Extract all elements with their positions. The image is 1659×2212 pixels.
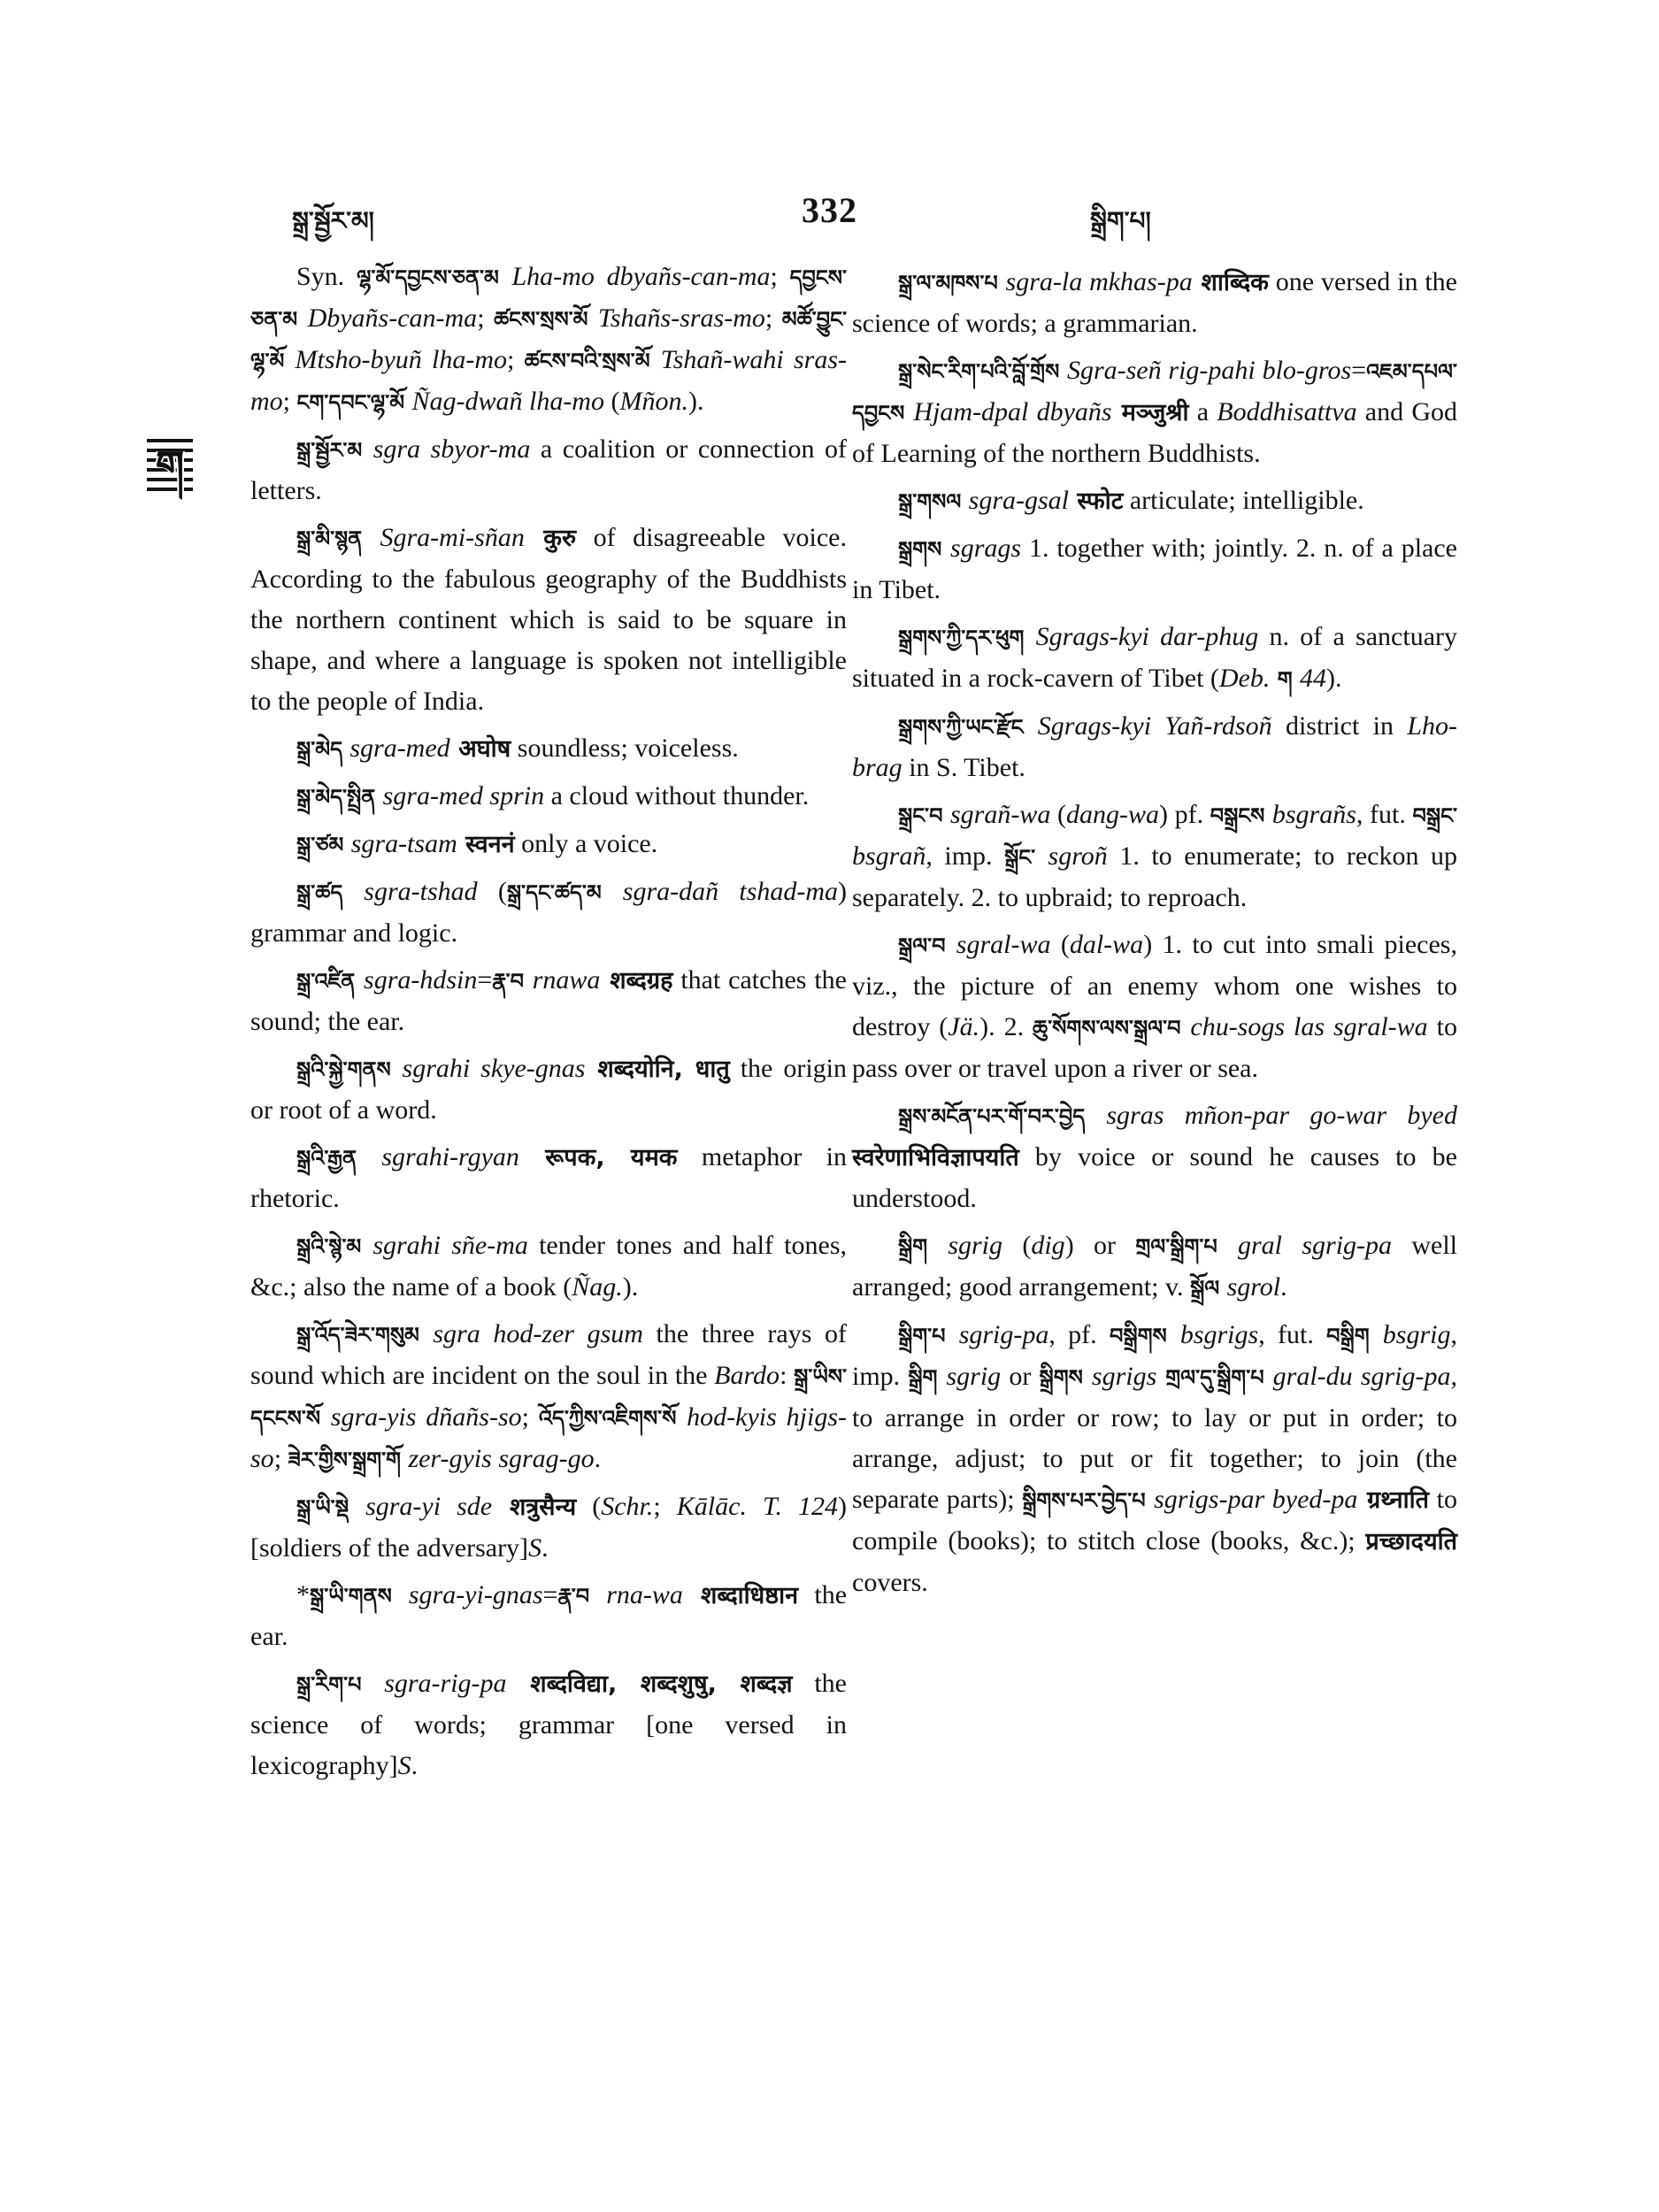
tibetan-text: སྒྲ་མི་སྙན bbox=[296, 526, 380, 551]
english-text: the origin or root of a word. bbox=[250, 1054, 847, 1125]
english-text: ( bbox=[603, 387, 620, 416]
english-text: ; bbox=[507, 345, 525, 374]
transliteration-text: sgra-rig-pa bbox=[384, 1669, 507, 1698]
tibetan-text: བསྒྲིག bbox=[1326, 1324, 1383, 1348]
tibetan-text: ཆུ་སོགས་ལས་སྒྲལ་བ bbox=[1033, 1016, 1191, 1041]
transliteration-text: sgrig bbox=[948, 1231, 1002, 1260]
transliteration-text: Sgrags-kyi Yañ-rdsoñ bbox=[1037, 711, 1272, 741]
transliteration-text: gral-du sgrig-pa bbox=[1272, 1362, 1451, 1391]
sanskrit-text: शब्दयोनि, धातु bbox=[585, 1056, 730, 1083]
transliteration-text: sgra-yi sde bbox=[365, 1492, 493, 1521]
tibetan-text: སྒྲགས་ཀྱི་དར་ཕུག bbox=[898, 626, 1036, 650]
dictionary-entry bbox=[250, 1314, 847, 1480]
english-text: of disagreeable voice. According to the fabulous geography of the Buddhists the northern continent which is said to be square in shape, and where a language is spoken not intelligible to the people of India. bbox=[250, 523, 847, 716]
english-text: ; bbox=[764, 303, 782, 333]
sanskrit-text: शब्दाधिष्ठान bbox=[682, 1582, 799, 1609]
english-text: Syn. bbox=[296, 262, 357, 291]
english-text: ( bbox=[1050, 800, 1066, 829]
english-text: covers. bbox=[852, 1568, 928, 1597]
transliteration-text: sgra sbyor-ma bbox=[373, 434, 531, 464]
dictionary-entry bbox=[250, 728, 847, 770]
transliteration-text: S bbox=[397, 1751, 411, 1780]
english-text: a bbox=[1188, 397, 1217, 426]
transliteration-text: Lha-mo dbyañs-can-ma bbox=[511, 262, 771, 291]
english-text: ). bbox=[622, 1272, 639, 1302]
tibetan-text: རྣ་བ bbox=[557, 1584, 607, 1609]
tibetan-text: ཚངས་སྲས་མོ bbox=[494, 307, 598, 332]
tibetan-text: གྲལ་དུ་སྒྲིག་པ bbox=[1156, 1365, 1273, 1390]
english-text: : bbox=[780, 1361, 795, 1390]
tibetan-text: སྒྲོལ bbox=[1190, 1276, 1227, 1301]
tibetan-text: སྒྲིགས bbox=[1039, 1365, 1092, 1390]
transliteration-text: bsgrañ bbox=[852, 841, 926, 871]
dictionary-entry bbox=[852, 480, 1457, 522]
tibetan-text: སྒྲ་ཡི་སྡེ bbox=[296, 1495, 366, 1520]
dictionary-entry bbox=[250, 1663, 847, 1786]
dictionary-entry bbox=[852, 262, 1457, 344]
dictionary-entry bbox=[250, 1486, 847, 1569]
transliteration-text: sgra-med bbox=[349, 733, 450, 763]
english-text: 1. together with; jointly. 2. n. of a place in Tibet. bbox=[852, 534, 1457, 604]
sanskrit-text: रूपक, यमक bbox=[518, 1144, 678, 1171]
transliteration-text: sgrahi skye-gnas bbox=[402, 1054, 586, 1083]
tibetan-text: སྒྲ་མེད bbox=[296, 737, 350, 762]
sanskrit-text: प्रच्छादयति bbox=[1365, 1528, 1457, 1555]
tibetan-text: སྒྲིག bbox=[908, 1365, 947, 1390]
transliteration-text: rnawa bbox=[532, 965, 601, 995]
sanskrit-text: शब्दविद्या, शब्दशुषु, शब्दज्ञ bbox=[506, 1671, 793, 1698]
margin-thumb-index bbox=[147, 439, 193, 495]
transliteration-text: Tshañs-sras-mo bbox=[597, 303, 765, 333]
english-text: ). 2. bbox=[979, 1012, 1033, 1041]
transliteration-text: sgrigs-par byed-pa bbox=[1154, 1485, 1358, 1514]
transliteration-text: Sgra-mi-sñan bbox=[380, 523, 525, 552]
english-text: ) grammar and logic. bbox=[250, 877, 847, 948]
tibetan-text: བསྒྲང་ bbox=[1412, 803, 1457, 828]
english-text: ( bbox=[576, 1492, 602, 1521]
running-head-right: སྒྲིག་པ། bbox=[1090, 206, 1151, 235]
english-text: , imp. bbox=[852, 1320, 1457, 1391]
english-text: * bbox=[296, 1580, 310, 1609]
english-text: ) [soldiers of the adversary] bbox=[250, 1492, 848, 1563]
transliteration-text: bsgrigs bbox=[1179, 1320, 1259, 1349]
tibetan-text: སྒྲས་མངོན་པར་གོ་བར་བྱེད bbox=[898, 1104, 1107, 1129]
english-text: ( bbox=[1050, 930, 1070, 959]
transliteration-text: sgrig-pa bbox=[958, 1320, 1049, 1349]
transliteration-text: Sgra-señ rig-pahi blo-gros bbox=[1066, 356, 1352, 385]
tibetan-text: ཟེར་གྱིས་སྒྲག་གོ bbox=[288, 1448, 409, 1472]
sanskrit-text: अघोष bbox=[449, 735, 511, 763]
transliteration-text: sgra-yis dñañs-so bbox=[330, 1402, 522, 1432]
english-text: a cloud without thunder. bbox=[544, 781, 810, 810]
tibetan-text: སྒྲའི་རྒྱན bbox=[296, 1146, 382, 1171]
english-text: the ear. bbox=[250, 1580, 848, 1651]
english-text: to compile (books); to stitch close (books, &c.); bbox=[852, 1485, 1457, 1555]
transliteration-text: sgra-la mkhas-pa bbox=[1005, 267, 1193, 296]
transliteration-text: sgra-dañ tshad-ma bbox=[622, 877, 838, 906]
english-text: metaphor in rhetoric. bbox=[250, 1142, 847, 1213]
running-head-left: སྒྲ་སྦྱོར་མ། bbox=[292, 206, 374, 235]
sanskrit-text: स्वरेणाभिविज्ञापयति bbox=[852, 1144, 1019, 1171]
transliteration-text: Boddhisattva bbox=[1217, 397, 1357, 426]
english-text: by voice or sound he causes to be understood. bbox=[852, 1142, 1457, 1213]
tibetan-text: འཇམ་དཔལ་དབྱངས bbox=[852, 359, 1457, 426]
tibetan-text: སྒྲིག bbox=[898, 1234, 949, 1259]
dictionary-entry bbox=[250, 429, 847, 511]
tibetan-text: སྒྲ་ཡིས་དངངས་སོ bbox=[250, 1364, 847, 1431]
english-text: one versed in the science of words; a grammarian. bbox=[852, 267, 1457, 338]
transliteration-text: Jä. bbox=[948, 1012, 980, 1041]
tibetan-text: སྒྲ་ཡི་གནས bbox=[310, 1584, 409, 1609]
english-text: only a voice. bbox=[514, 829, 658, 858]
dictionary-entry bbox=[250, 960, 847, 1042]
dictionary-entry bbox=[250, 518, 847, 722]
tibetan-text: སྒྲ་སེང་རིག་པའི་བློ་གྲོས bbox=[898, 359, 1067, 384]
transliteration-text: sgra-hdsin bbox=[364, 965, 478, 995]
tibetan-text: སྒྲ་རིག་པ bbox=[296, 1672, 385, 1697]
transliteration-text: sgroñ bbox=[1048, 841, 1108, 871]
english-text: ( bbox=[477, 877, 507, 906]
transliteration-text: Ñag-dwañ lha-mo bbox=[411, 387, 604, 416]
english-text: ) or bbox=[1064, 1231, 1136, 1260]
english-text: n. of a sanctuary situated in a rock-cavern of Tibet ( bbox=[852, 622, 1457, 693]
english-text: , to arrange in order or row; to lay or put in order; to arrange, adjust; to put or fit together; to join (the separate parts); bbox=[852, 1362, 1458, 1514]
english-text: that catches the sound; the ear. bbox=[250, 965, 847, 1036]
sanskrit-text: शाब्दिक bbox=[1192, 269, 1269, 296]
transliteration-text: sgra-tsam bbox=[350, 829, 457, 858]
transliteration-text: Schr. bbox=[601, 1492, 654, 1521]
dictionary-entry bbox=[852, 925, 1457, 1089]
english-text: tender tones and half tones, &c.; also the name of a book ( bbox=[250, 1231, 847, 1302]
english-text: 1. to enumerate; to reckon up separately. 2. to upbraid; to reproach. bbox=[852, 841, 1457, 912]
sanskrit-text: शत्रुसैन्य bbox=[492, 1494, 577, 1521]
sanskrit-text: शब्दग्रह bbox=[600, 967, 673, 995]
transliteration-text: sgra hod-zer gsum bbox=[433, 1319, 643, 1348]
transliteration-text: Hjam-dpal dbyañs bbox=[913, 397, 1112, 426]
english-text: = bbox=[477, 965, 493, 995]
transliteration-text: Dbyañs-can-ma bbox=[307, 303, 478, 333]
tibetan-text: སྒྲགས bbox=[898, 537, 951, 562]
tibetan-text: སྒྲིགས་པར་བྱེད་པ bbox=[1022, 1488, 1155, 1513]
english-text: ). bbox=[687, 387, 704, 416]
tibetan-text: སྒྲགས་ཀྱི་ཡང་རྫོང bbox=[898, 715, 1038, 740]
dictionary-entry bbox=[250, 872, 847, 954]
english-text: articulate; intelligible. bbox=[1123, 486, 1364, 515]
text-column-right bbox=[852, 262, 1457, 1609]
transliteration-text: dig bbox=[1031, 1231, 1065, 1260]
transliteration-text: Lho-brag bbox=[852, 711, 1458, 782]
english-text: . bbox=[594, 1444, 602, 1473]
tibetan-text: བསྒྲངས bbox=[1210, 803, 1272, 828]
transliteration-text: sgrigs bbox=[1091, 1362, 1157, 1391]
transliteration-text: dang-wa bbox=[1065, 800, 1159, 829]
english-text: to pass over or travel upon a river or sea. bbox=[852, 1012, 1457, 1083]
dictionary-entry bbox=[852, 528, 1457, 611]
transliteration-text: Tshañ-wahi sras-mo bbox=[250, 345, 847, 416]
english-text: , imp. bbox=[926, 841, 1005, 871]
transliteration-text: sgra-tshad bbox=[364, 877, 478, 906]
english-text: , pf. bbox=[1048, 1320, 1110, 1349]
transliteration-text: Deb. bbox=[1218, 664, 1271, 693]
english-text: district in bbox=[1271, 711, 1408, 741]
tibetan-text: སྒྲ་སྦྱོར་མ bbox=[296, 438, 373, 463]
transliteration-text: chu-sogs las sgral-wa bbox=[1190, 1012, 1428, 1041]
dictionary-entry bbox=[852, 350, 1457, 474]
text-column-left bbox=[250, 257, 847, 1793]
dictionary-entry bbox=[852, 1095, 1457, 1219]
transliteration-text: sgras mñon-par go-war byed bbox=[1106, 1101, 1457, 1130]
transliteration-text: dal-wa bbox=[1069, 930, 1144, 959]
sanskrit-text: कुरु bbox=[524, 525, 577, 552]
transliteration-text: gral sgrig-pa bbox=[1237, 1231, 1393, 1260]
dictionary-entry bbox=[852, 706, 1457, 788]
tibetan-text: སྒྲ་དང་ཚད་མ bbox=[506, 880, 623, 905]
tibetan-text: སྒྲ་ཚད bbox=[296, 880, 365, 905]
transliteration-text: sgrahi-rgyan bbox=[381, 1142, 519, 1171]
english-text: ; bbox=[521, 1402, 539, 1432]
tibetan-text: སྒྲའི་སྐྱེ་གནས bbox=[296, 1057, 403, 1082]
tibetan-text: སྒྲའི་སྙེ་མ bbox=[296, 1234, 373, 1259]
transliteration-text: bsgrig bbox=[1382, 1320, 1451, 1349]
transliteration-text: sgra-gsal bbox=[968, 486, 1069, 515]
transliteration-text: sgral-wa bbox=[956, 930, 1051, 959]
tibetan-text: གྲལ་སྒྲིག་པ bbox=[1135, 1234, 1238, 1259]
english-text: , fut. bbox=[1356, 800, 1413, 829]
thumb-index-glyph: ག bbox=[155, 442, 185, 490]
english-text: , fut. bbox=[1258, 1320, 1327, 1349]
english-text: ) pf. bbox=[1158, 800, 1210, 829]
english-text: = bbox=[542, 1580, 558, 1609]
tibetan-text: སྒྲལ་བ bbox=[898, 933, 956, 958]
tibetan-text: སྒྲ་ལ་མཁས་པ bbox=[898, 271, 1006, 296]
transliteration-text: sgra-yi-gnas bbox=[408, 1580, 543, 1609]
transliteration-text: zer-gyis sgrag-go bbox=[408, 1444, 595, 1473]
english-text: ; bbox=[653, 1492, 677, 1521]
english-text: ) 1. to cut into smali pieces, viz., the picture of an enemy whom one wishes to destroy ( bbox=[852, 930, 1457, 1041]
english-text: . bbox=[541, 1533, 549, 1563]
transliteration-text: Ñag. bbox=[572, 1272, 623, 1302]
dictionary-entry bbox=[250, 1225, 847, 1308]
tibetan-text: སྒྲ་ཙམ bbox=[296, 833, 351, 857]
transliteration-text: S bbox=[528, 1533, 542, 1563]
dictionary-entry bbox=[852, 795, 1457, 918]
english-text: ; bbox=[770, 262, 790, 291]
tibetan-text: སྒྲ་མེད་སྤྲིན bbox=[296, 785, 383, 810]
transliteration-text: sgrahi sñe-ma bbox=[373, 1231, 528, 1260]
english-text: = bbox=[1351, 356, 1367, 385]
english-text: in S. Tibet. bbox=[902, 753, 1025, 782]
transliteration-text: hod-kyis hjigs-so bbox=[250, 1402, 847, 1473]
transliteration-text: sgrags bbox=[950, 534, 1022, 563]
dictionary-entry bbox=[250, 1137, 847, 1219]
transliteration-text: Mñon. bbox=[619, 387, 688, 416]
dictionary-entry bbox=[852, 617, 1457, 700]
english-text: ; bbox=[282, 387, 297, 416]
english-text: ( bbox=[1002, 1231, 1032, 1260]
english-text: well arranged; good arrangement; v. bbox=[852, 1231, 1458, 1302]
tibetan-text: འོད་ཀྱིས་འཇིགས་སོ bbox=[538, 1406, 687, 1431]
tibetan-text: ལྷ་མོ་དབྱངས་ཅན་མ bbox=[356, 265, 512, 290]
tibetan-text: སྒྲོང་ bbox=[1004, 845, 1048, 870]
tibetan-text: དབྱངས་ཅན་མ bbox=[250, 265, 847, 332]
dictionary-entry bbox=[250, 257, 847, 423]
transliteration-text: sgrig bbox=[946, 1362, 1002, 1391]
english-text: soundless; voiceless. bbox=[511, 733, 739, 763]
sanskrit-text: ग्रथ्नाति bbox=[1357, 1486, 1429, 1514]
tibetan-text: བསྒྲིགས bbox=[1109, 1324, 1180, 1348]
dictionary-entry bbox=[250, 1575, 847, 1657]
tibetan-text: སྒྲ་གསལ bbox=[898, 489, 969, 514]
dictionary-entry bbox=[250, 776, 847, 818]
transliteration-text: sgrañ-wa bbox=[949, 800, 1051, 829]
tibetan-text: ཚངས་བའི་སྲས་མོ bbox=[524, 349, 661, 373]
english-text: the science of words; grammar [one versed in lexicography] bbox=[250, 1669, 847, 1780]
english-text: the three rays of sound which are incident on the soul in the bbox=[250, 1319, 847, 1390]
tibetan-text: ངག་དབང་ལྷ་མོ bbox=[296, 390, 412, 415]
transliteration-text: sgra-med sprin bbox=[382, 781, 545, 810]
dictionary-entry bbox=[852, 1225, 1457, 1309]
transliteration-text: Kālāc. T. 124 bbox=[676, 1492, 839, 1521]
transliteration-text: Bardo bbox=[714, 1361, 780, 1390]
dictionary-entry bbox=[852, 1315, 1457, 1603]
sanskrit-text: स्फोट bbox=[1069, 488, 1124, 515]
english-text: and God of Learning of the northern Buddhists. bbox=[852, 397, 1457, 468]
english-text: ). bbox=[1325, 664, 1342, 693]
tibetan-text: སྒྲིག་པ bbox=[898, 1324, 959, 1348]
dictionary-entry bbox=[250, 824, 847, 865]
transliteration-text: bsgrañs bbox=[1271, 800, 1356, 829]
page-number: 332 bbox=[802, 190, 857, 230]
transliteration-text: sgrol bbox=[1226, 1272, 1281, 1302]
tibetan-text: ག bbox=[1270, 667, 1300, 692]
tibetan-text: རྣ་བ bbox=[492, 969, 533, 994]
transliteration-text: rna-wa bbox=[606, 1580, 683, 1609]
tibetan-text: སྒྲང་བ bbox=[898, 803, 950, 828]
english-text: a coalition or connection of letters. bbox=[250, 434, 848, 505]
transliteration-text: 44 bbox=[1299, 664, 1326, 693]
tibetan-text: མཚོ་བྱུང་ལྷ་མོ bbox=[250, 307, 847, 373]
english-text: . bbox=[411, 1751, 419, 1780]
english-text: ; bbox=[273, 1444, 288, 1473]
transliteration-text: Mtsho-byuñ lha-mo bbox=[295, 345, 508, 374]
english-text: . bbox=[1280, 1272, 1287, 1302]
transliteration-text: Sgrags-kyi dar-phug bbox=[1035, 622, 1259, 651]
tibetan-text: སྒྲ་འཛིན bbox=[296, 969, 365, 994]
english-text: ; bbox=[477, 303, 495, 333]
english-text: or bbox=[1001, 1362, 1040, 1391]
sanskrit-text: मञ्जुश्री bbox=[1111, 399, 1189, 426]
sanskrit-text: स्वननं bbox=[457, 831, 515, 858]
tibetan-text: སྒྲ་འོད་ཟེར་གསུམ bbox=[296, 1323, 434, 1348]
dictionary-entry bbox=[250, 1048, 847, 1131]
